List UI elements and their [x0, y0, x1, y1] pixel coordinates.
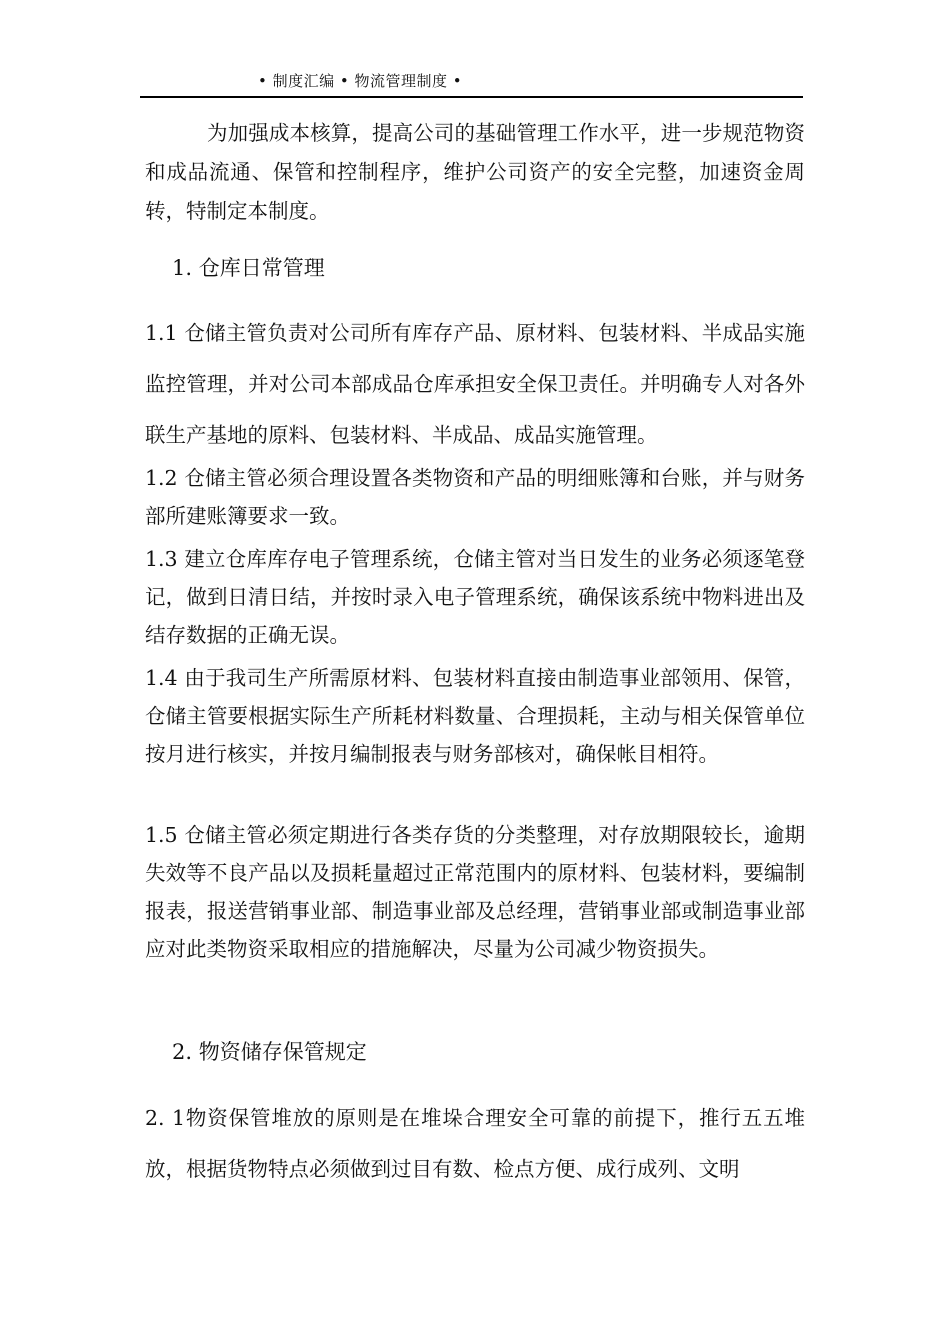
running-header: • 制度汇编 • 物流管理制度 • — [258, 72, 463, 90]
intro-paragraph: 为加强成本核算，提高公司的基础管理工作水平，进一步规范物资和成品流通、保管和控制程序，维护公司资产的安全完整，加速资金周转，特制定本制度。 — [145, 121, 805, 223]
paragraph-2-1: 2. 1物资保管堆放的原则是在堆垛合理安全可靠的前提下，推行五五堆放，根据货物特点必须做到过目有数、检点方便、成行成列、文明 — [145, 1106, 805, 1181]
paragraph-1-5: 1.5 仓储主管必须定期进行各类存货的分类整理，对存放期限较长，逾期失效等不良产品以及损耗量超过正常范围内的原材料、包装材料，要编制报表，报送营销事业部、制造事业部及总经理，营销事业部或制造事业部应对此类物资采取相应的措施解决，尽量为公司减少物资损失。 — [145, 823, 805, 961]
paragraph-1-4: 1.4 由于我司生产所需原材料、包装材料直接由制造事业部领用、保管，仓储主管要根据实际生产所耗材料数量、合理损耗，主动与相关保管单位按月进行核实，并按月编制报表与财务部核对，确保帐目相符。 — [145, 666, 805, 766]
header-rule — [140, 96, 803, 98]
paragraph-1-1: 1.1 仓储主管负责对公司所有库存产品、原材料、包装材料、半成品实施监控管理，并对公司本部成品仓库承担安全保卫责任。并明确专人对各外联生产基地的原料、包装材料、半成品、成品实施管理。 — [145, 321, 805, 447]
section-1-heading: 1. 仓库日常管理 — [172, 256, 325, 280]
section-2-heading: 2. 物资储存保管规定 — [172, 1040, 367, 1064]
paragraph-1-2: 1.2 仓储主管必须合理设置各类物资和产品的明细账簿和台账，并与财务部所建账簿要求一致。 — [145, 466, 805, 528]
paragraph-1-3: 1.3 建立仓库库存电子管理系统，仓储主管对当日发生的业务必须逐笔登记，做到日清日结，并按时录入电子管理系统，确保该系统中物料进出及结存数据的正确无误。 — [145, 547, 805, 647]
